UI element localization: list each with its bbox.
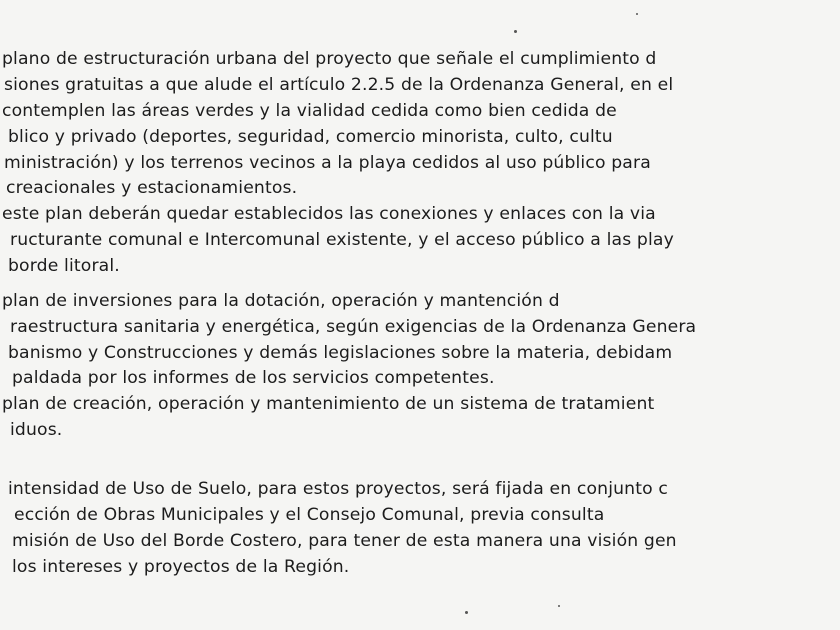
- text-line: ministración) y los terrenos vecinos a la playa cedidos al uso público para: [4, 153, 651, 173]
- text-line: ructurante comunal e Intercomunal existente, y el acceso público a las play: [10, 230, 674, 250]
- scan-speck: [636, 13, 638, 15]
- text-line: intensidad de Uso de Suelo, para estos proyectos, será fijada en conjunto c: [8, 479, 668, 499]
- text-line: plano de estructuración urbana del proyecto que señale el cumplimiento d: [2, 49, 657, 69]
- text-line: banismo y Construcciones y demás legislaciones sobre la materia, debidam: [8, 343, 673, 363]
- text-line: creacionales y estacionamientos.: [6, 178, 298, 198]
- scan-speck: [465, 611, 468, 614]
- text-line: borde litoral.: [8, 256, 120, 276]
- text-line: misión de Uso del Borde Costero, para tener de esta manera una visión gen: [12, 531, 677, 551]
- text-line: raestructura sanitaria y energética, según exigencias de la Ordenanza Genera: [10, 317, 697, 337]
- scan-speck: [558, 605, 560, 607]
- text-line: los intereses y proyectos de la Región.: [12, 557, 350, 577]
- text-line: ección de Obras Municipales y el Consejo Comunal, previa consulta: [14, 505, 605, 525]
- text-line: iduos.: [10, 420, 63, 440]
- text-line: plan de creación, operación y mantenimiento de un sistema de tratamient: [2, 394, 655, 414]
- scan-speck: [514, 30, 517, 33]
- text-line: siones gratuitas a que alude el artículo 2.2.5 de la Ordenanza General, en el: [4, 75, 674, 95]
- text-line: plan de inversiones para la dotación, operación y mantención d: [2, 291, 560, 311]
- text-line: paldada por los informes de los servicios competentes.: [12, 368, 495, 388]
- text-line: blico y privado (deportes, seguridad, comercio minorista, culto, cultu: [8, 127, 613, 147]
- text-line: este plan deberán quedar establecidos las conexiones y enlaces con la via: [2, 204, 656, 224]
- text-line: contemplen las áreas verdes y la vialidad cedida como bien cedida de: [2, 101, 617, 121]
